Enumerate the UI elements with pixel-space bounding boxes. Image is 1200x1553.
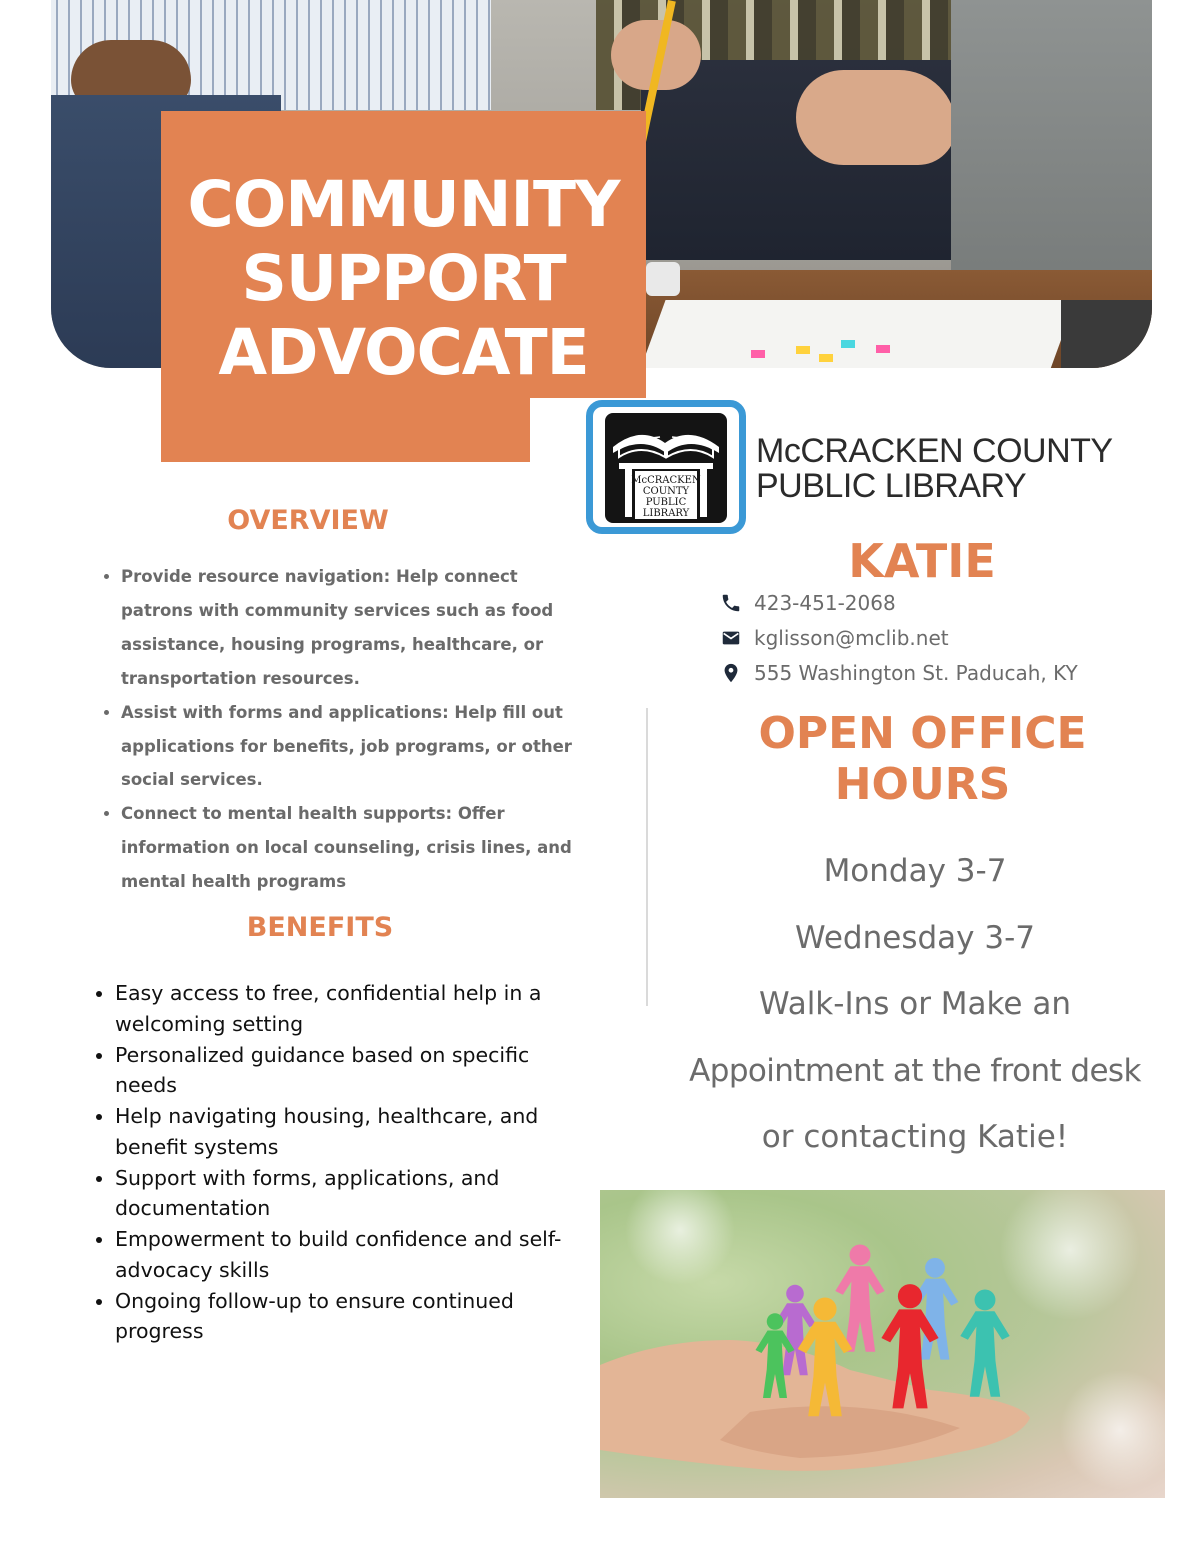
laptop-edge [1061,300,1152,368]
envelope-icon [720,627,742,649]
title-line: SUPPORT [241,242,566,315]
library-logo-emblem [586,400,746,534]
hours-note-line: or contacting Katie! [761,1119,1069,1155]
svg-text:McCRACKEN: McCRACKEN [631,475,701,486]
library-name-line1: McCRACKEN COUNTY [756,432,1113,470]
hand-right [796,70,956,165]
hours-note-line: Appointment at the front desk [689,1053,1141,1089]
sticky-note [751,350,765,358]
contact-email [720,622,949,654]
svg-text:PUBLIC: PUBLIC [645,497,687,508]
email-address[interactable]: kglisson@mclib.net [754,626,949,650]
svg-text:LIBRARY: LIBRARY [642,508,690,519]
contact-phone [720,587,896,619]
column-divider [646,708,648,1006]
list-item: • Ongoing follow-up to ensure continued progress [115,1286,595,1347]
page-title [161,168,646,390]
benefits-list [86,978,595,1347]
benefits-heading: BENEFITS [246,912,394,943]
list-item: • Provide resource navigation: Help connect patrons with community services such as food assistance, housing programs, healthcare, or transportation resources. [121,560,591,696]
hours-wednesday: Wednesday 3-7 [795,920,1035,956]
phone-number[interactable]: 423-451-2068 [754,591,896,615]
svg-text:COUNTY: COUNTY [642,486,690,497]
list-item: • Empowerment to build confidence and self-advocacy skills [115,1224,595,1285]
hours-heading-line: OPEN OFFICE [758,708,1087,759]
overview-list [90,560,591,899]
list-item: • Connect to mental health supports: Offer information on local counseling, crisis lines, and mental health programs [121,797,591,899]
list-item: • Support with forms, applications, and documentation [115,1163,595,1224]
title-line: COMMUNITY [187,168,620,241]
sticky-note [876,345,890,353]
library-name-line2: PUBLIC LIBRARY [756,467,1027,505]
street-address: 555 Washington St. Paducah, KY [754,661,1078,685]
paper-sheet [636,300,1075,368]
sticky-note [796,346,810,354]
armchair [951,0,1152,290]
open-book-icon [605,413,727,523]
list-item: • Assist with forms and applications: Help fill out applications for benefits, job programs, or other social services. [121,696,591,798]
sticky-note [819,354,833,362]
sticky-note [841,340,855,348]
list-item: • Help navigating housing, healthcare, and benefit systems [115,1101,595,1162]
hands-paper-people-photo [600,1190,1165,1498]
phone-icon [720,592,742,614]
hours-heading-line: HOURS [834,759,1011,810]
hours-monday: Monday 3-7 [823,853,1007,889]
phone-on-table [646,262,680,296]
paper-people-illustration [600,1190,1165,1498]
overview-heading: OVERVIEW [227,505,389,536]
contact-address [720,657,1078,689]
title-box-extension [161,398,530,462]
title-line: ADVOCATE [218,316,589,389]
hours-heading [700,708,1145,810]
list-item: • Personalized guidance based on specific needs [115,1040,595,1101]
list-item: • Easy access to free, confidential help in a welcoming setting [115,978,595,1039]
map-pin-icon [720,662,742,684]
contact-name: KATIE [848,534,996,588]
hours-note-line: Walk-Ins or Make an [759,986,1071,1022]
